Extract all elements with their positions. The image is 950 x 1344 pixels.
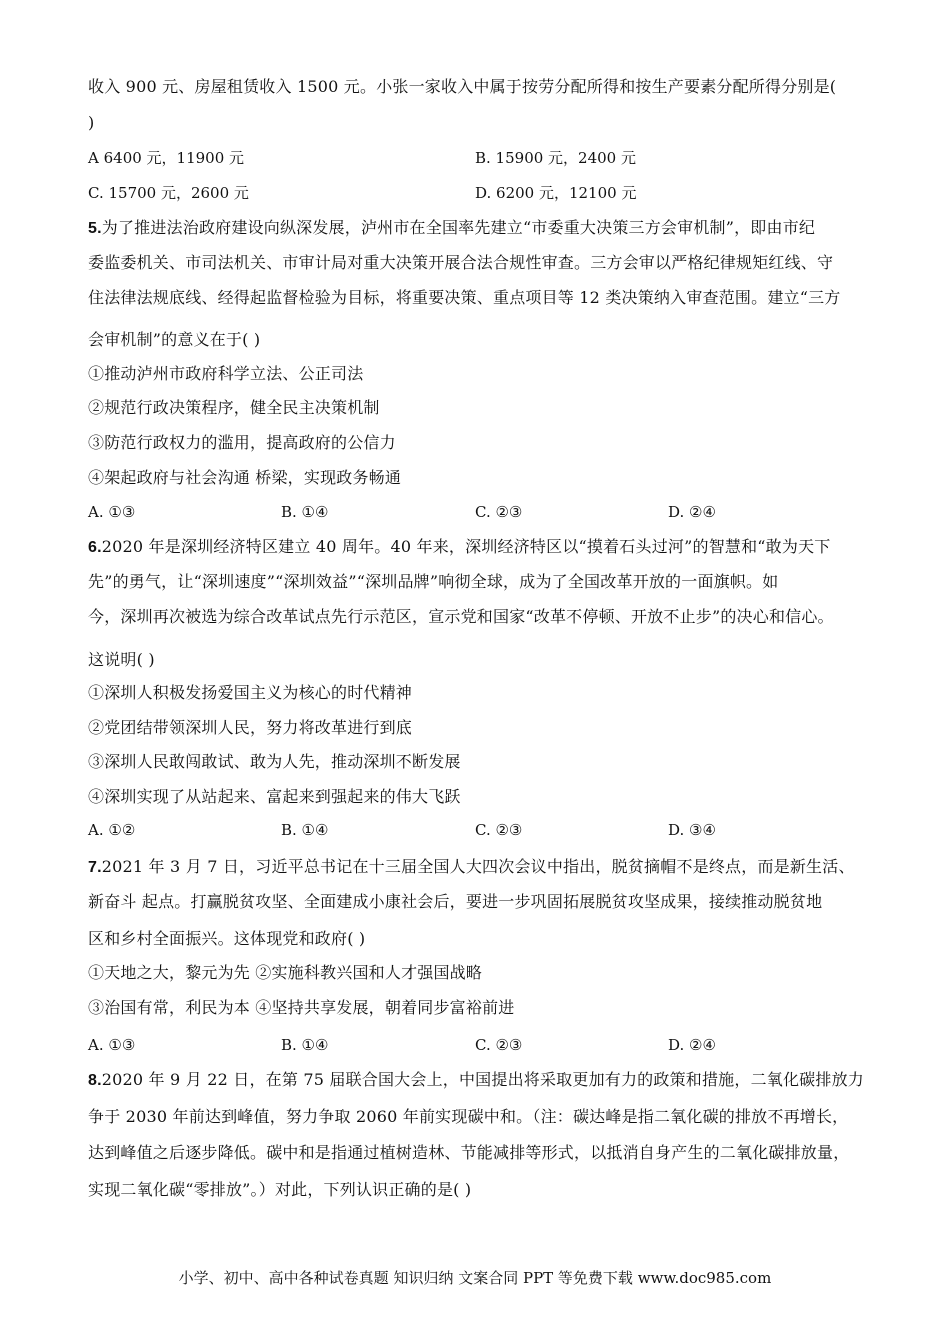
q6-option-b[interactable]: B. ①④ (281, 821, 329, 839)
q8-line-3: 达到峰值之后逐步降低。碳中和是指通过植树造林、节能减排等形式，以抵消自身产生的二氧化碳排放量， (88, 1143, 850, 1162)
q7-item-2: ③治国有常，利民为本 ④坚持共享发展，朝着同步富裕前进 (88, 998, 515, 1017)
q6-number: 6. (88, 539, 102, 556)
q8-line-2: 争于 2030 年前达到峰值，努力争取 2060 年前实现碳中和。（注：碳达峰是指二氧化碳的排放不再增长， (88, 1107, 849, 1126)
q5-item-1: ①推动泸州市政府科学立法、公正司法 (88, 364, 364, 383)
q7-item-1: ①天地之大，黎元为先 ②实施科教兴国和人才强国战略 (88, 963, 483, 982)
q6-item-3: ③深圳人民敢闯敢试、敢为人先，推动深圳不断发展 (88, 752, 461, 771)
q6-item-1: ①深圳人积极发扬爱国主义为核心的时代精神 (88, 683, 413, 702)
q5-text-1: 为了推进法治政府建设向纵深发展，泸州市在全国率先建立“市委重大决策三方会审机制”，即由市纪 (101, 218, 816, 237)
q7-option-d[interactable]: D. ②④ (668, 1036, 716, 1054)
q6-line-3: 今，深圳再次被选为综合改革试点先行示范区，宣示党和国家“改革不停顿、开放不止步”的决心和信心。 (88, 607, 834, 626)
q7-line-3: 区和乡村全面振兴。这体现党和政府( ) (88, 929, 366, 948)
q5-line-2: 委监委机关、市司法机关、市审计局对重大决策开展合法合规性审查。三方会审以严格纪律规矩红线、守 (88, 253, 834, 272)
q6-line-2: 先”的勇气，让“深圳速度”“深圳效益”“深圳品牌”响彻全球，成为了全国改革开放的一面旗帜。如 (88, 572, 779, 591)
q8-text-1: 2020 年 9 月 22 日，在第 75 届联合国大会上，中国提出将采取更加有力的政策和措施，二氧化碳排放力 (101, 1070, 864, 1089)
q6-text-1: 2020 年是深圳经济特区建立 40 周年。40 年来，深圳经济特区以“摸着石头过河”的智慧和“敢为天下 (101, 537, 831, 556)
q5-item-4: ④架起政府与社会沟通 桥梁，实现政务畅通 (88, 468, 402, 487)
q7-text-1: 2021 年 3 月 7 日，习近平总书记在十三届全国人大四次会议中指出，脱贫摘帽不是终点，而是新生活、 (101, 857, 855, 876)
q6-line-4: 这说明( ) (88, 650, 155, 669)
q6-option-a[interactable]: A. ①② (88, 821, 136, 839)
q4-line-1: 收入 900 元、房屋租赁收入 1500 元。小张一家收入中属于按劳分配所得和按生产要素分配所得分别是( (88, 77, 837, 96)
q4-option-a[interactable]: A 6400 元，11900 元 (88, 149, 245, 167)
q7-line-2: 新奋斗 起点。打赢脱贫攻坚、全面建成小康社会后，要进一步巩固拓展脱贫攻坚成果，接续推动脱贫地 (88, 892, 823, 911)
q7-option-b[interactable]: B. ①④ (281, 1036, 329, 1054)
q5-line-4: 会审机制”的意义在于( ) (88, 330, 261, 349)
q8-line-4: 实现二氧化碳“零排放”。）对此，下列认识正确的是( ) (88, 1180, 472, 1199)
q5-item-2: ②规范行政决策程序，健全民主决策机制 (88, 398, 380, 417)
q4-option-d[interactable]: D. 6200 元，12100 元 (475, 184, 637, 202)
q4-option-b[interactable]: B. 15900 元，2400 元 (475, 149, 636, 167)
q6-option-d[interactable]: D. ③④ (668, 821, 716, 839)
q5-option-b[interactable]: B. ①④ (281, 503, 329, 521)
q7-option-a[interactable]: A. ①③ (88, 1036, 136, 1054)
q8-number: 8. (88, 1072, 102, 1089)
page-footer[interactable]: 小学、初中、高中各种试卷真题 知识归纳 文案合同 PPT 等免费下载 www.doc985.com (178, 1269, 772, 1287)
q5-option-a[interactable]: A. ①③ (88, 503, 136, 521)
q4-line-2: ) (88, 113, 95, 132)
q5-line-1 (88, 218, 890, 239)
q7-line-1 (88, 857, 890, 878)
q6-option-c[interactable]: C. ②③ (475, 821, 523, 839)
q6-item-4: ④深圳实现了从站起来、富起来到强起来的伟大飞跃 (88, 787, 461, 806)
q6-line-1 (88, 537, 890, 558)
q6-item-2: ②党团结带领深圳人民，努力将改革进行到底 (88, 718, 413, 737)
q5-option-d[interactable]: D. ②④ (668, 503, 716, 521)
q7-number: 7. (88, 859, 102, 876)
q5-item-3: ③防范行政权力的滥用，提高政府的公信力 (88, 433, 396, 452)
q4-option-c[interactable]: C. 15700 元，2600 元 (88, 184, 249, 202)
q7-option-c[interactable]: C. ②③ (475, 1036, 523, 1054)
q5-option-c[interactable]: C. ②③ (475, 503, 523, 521)
q5-line-3: 住法律法规底线、经得起监督检验为目标，将重要决策、重点项目等 12 类决策纳入审查范围。建立“三方 (88, 288, 841, 307)
q5-number: 5. (88, 220, 102, 237)
q8-line-1 (88, 1070, 890, 1091)
